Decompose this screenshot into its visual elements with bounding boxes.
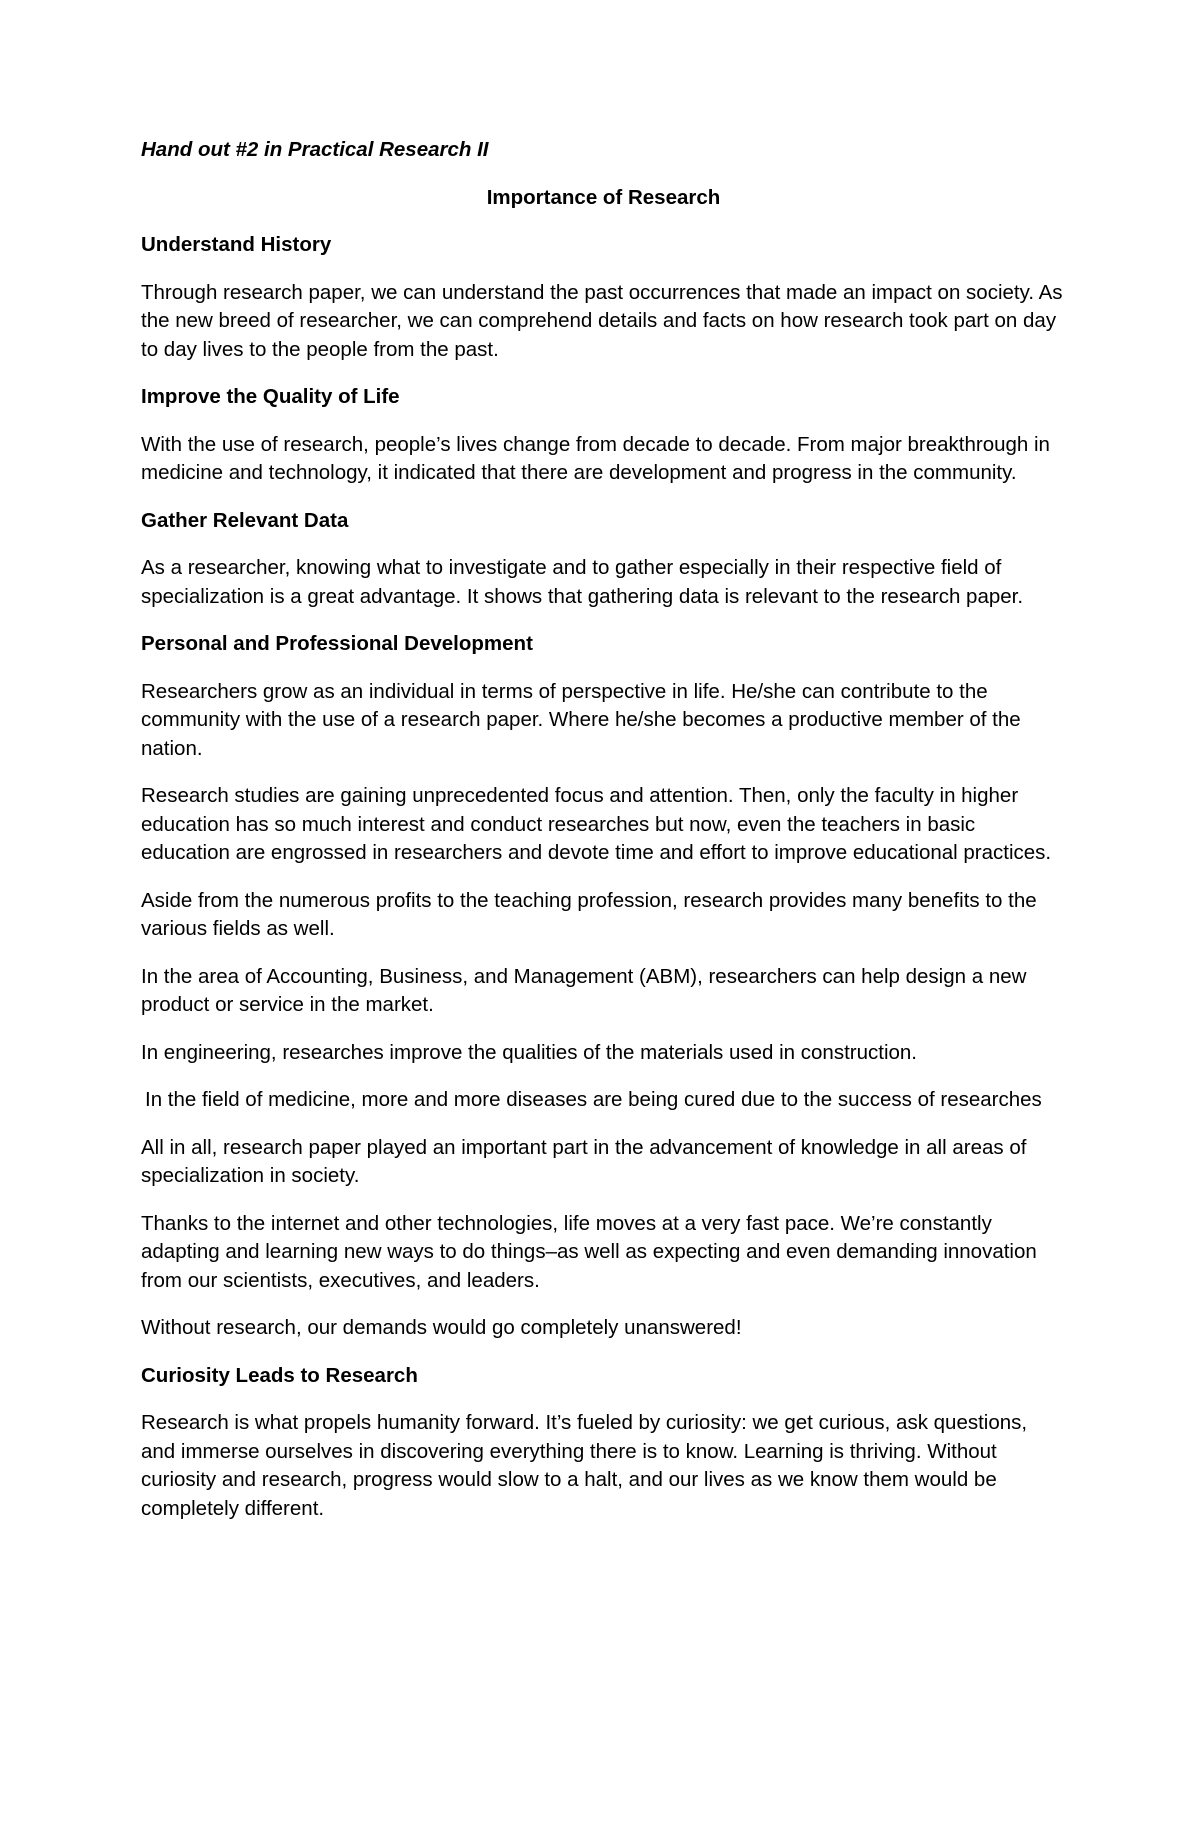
section-heading-quality-of-life: Improve the Quality of Life: [141, 385, 400, 408]
section-heading-gather-data: Gather Relevant Data: [141, 508, 349, 532]
document-title: Importance of Research: [486, 185, 721, 209]
paragraph: Thanks to the internet and other technologies, life moves at a very fast pace. We’re constantly adapting and learning new ways to do things–as well as expecting and even demanding innovation from our scientists, executives, and leaders.: [141, 1211, 1037, 1292]
handout-label: Hand out #2 in Practical Research II: [141, 138, 489, 161]
document-page: [141, 136, 1066, 1542]
paragraph: All in all, research paper played an important part in the advancement of knowledge in all areas of specialization in society.: [141, 1135, 1027, 1187]
paragraph: Research studies are gaining unprecedented focus and attention. Then, only the faculty in higher education has so much interest and conduct researches but now, even the teachers in basic education are engrossed in researchers and devote time and effort to improve educational practices.: [141, 784, 1052, 864]
paragraph: With the use of research, people’s lives change from decade to decade. From major breakthrough in medicine and technology, it indicated that there are development and progress in the community.: [141, 432, 1050, 484]
paragraph: In the area of Accounting, Business, and Management (ABM), researchers can help design a new product or service in the market.: [141, 964, 1027, 1016]
section-heading-understand-history: Understand History: [141, 233, 332, 256]
paragraph: Research is what propels humanity forward. It’s fueled by curiosity: we get curious, ask questions, and immerse ourselves in discovering everything there is to know. Learning is thriving. Without curiosity and research, progress would slow to a halt, and our lives as we know them would be completely different.: [141, 1411, 1028, 1520]
paragraph: As a researcher, knowing what to investigate and to gather especially in their respective field of specialization is a great advantage. It shows that gathering data is relevant to the research paper.: [141, 556, 1024, 608]
paragraph: In the field of medicine, more and more diseases are being cured due to the success of researches: [145, 1088, 1042, 1111]
paragraph: Aside from the numerous profits to the teaching profession, research provides many benefits to the various fields as well.: [141, 888, 1037, 940]
paragraph: Through research paper, we can understand the past occurrences that made an impact on society. As the new breed of researcher, we can comprehend details and facts on how research took part on day to day lives to the people from the past.: [141, 280, 1063, 361]
paragraph: Researchers grow as an individual in terms of perspective in life. He/she can contribute to the community with the use of a research paper. Where he/she becomes a productive member of the nation.: [141, 679, 1021, 760]
paragraph: Without research, our demands would go completely unanswered!: [141, 1316, 742, 1339]
paragraph: In engineering, researches improve the qualities of the materials used in construction.: [141, 1040, 918, 1064]
section-heading-development: Personal and Professional Development: [141, 632, 533, 655]
section-heading-curiosity: Curiosity Leads to Research: [141, 1363, 418, 1387]
